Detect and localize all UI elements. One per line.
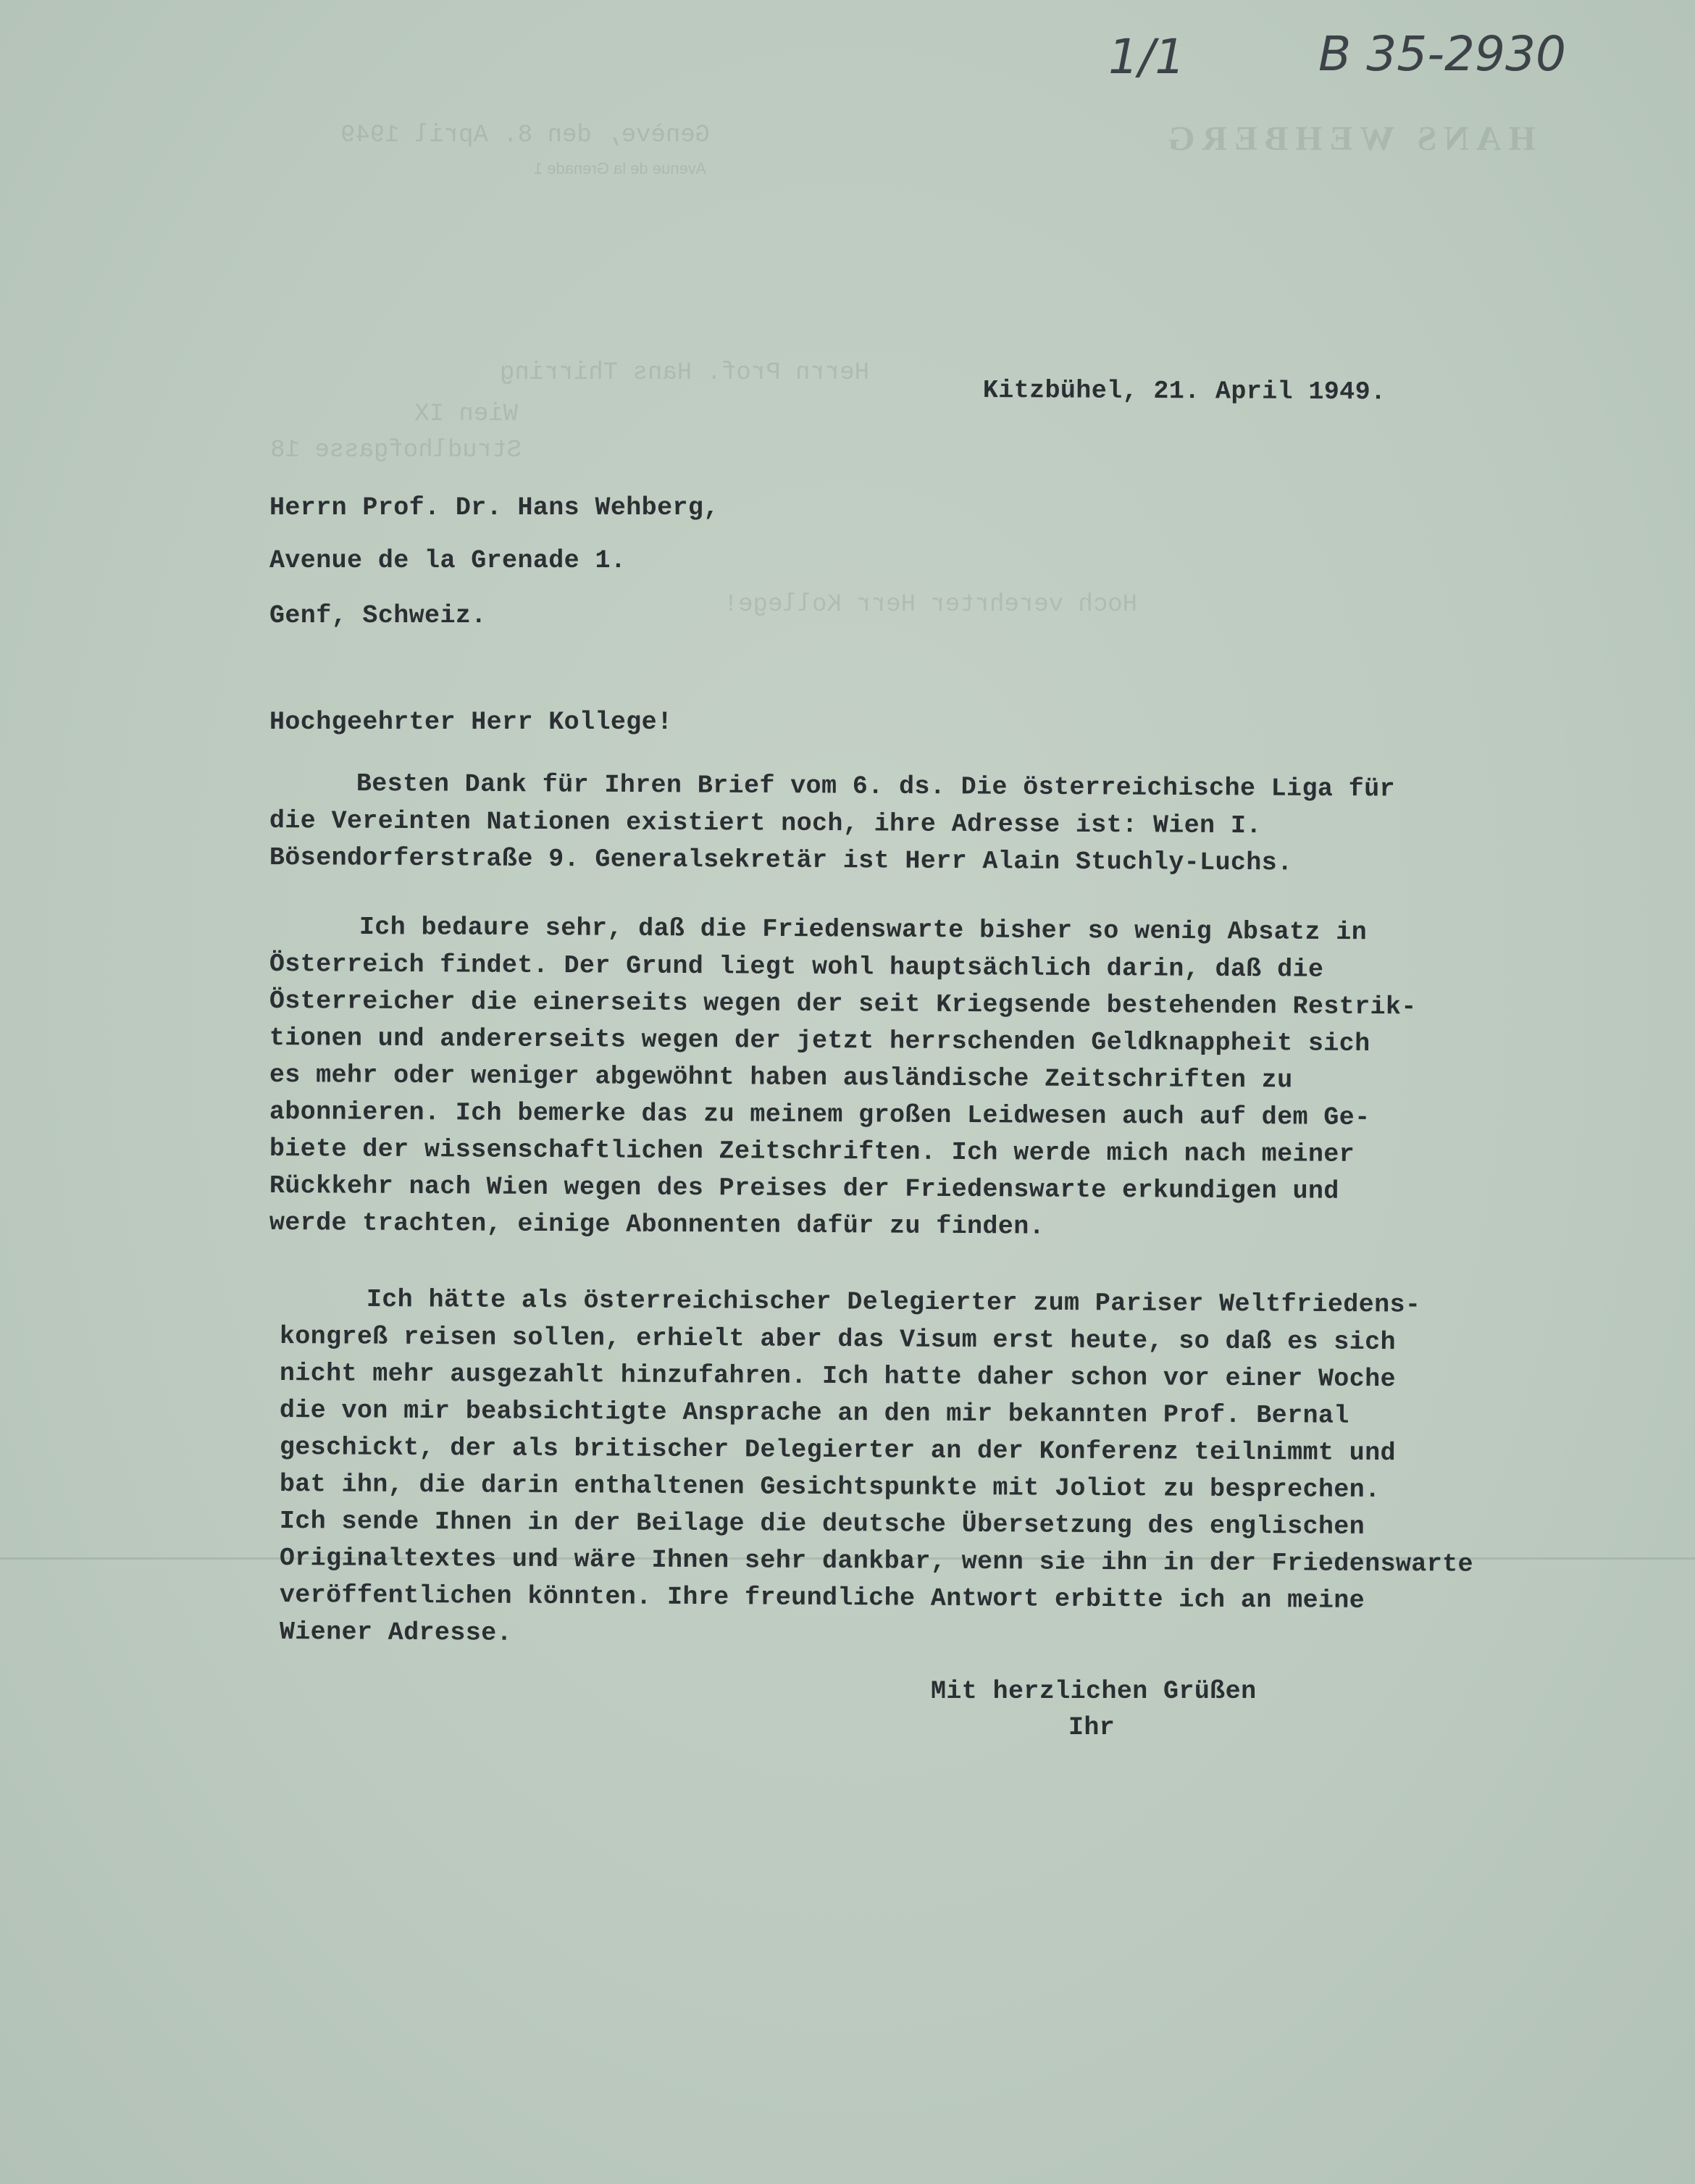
paragraph-3-line-6: bat ihn, die darin enthaltenen Gesichtspunkte mit Joliot zu besprechen. [279, 1470, 1381, 1505]
paragraph-1-line-3: Bösendorferstraße 9. Generalsekretär ist Herr Alain Stuchly-Luchs. [269, 843, 1293, 878]
paragraph-3-line-9: veröffentlichen könnten. Ihre freundliche Antwort erbitte ich an meine [279, 1581, 1365, 1615]
paragraph-2-line-5: es mehr oder weniger abgewöhnt haben ausländische Zeitschriften zu [269, 1060, 1309, 1095]
paragraph-3-line-4: die von mir beabsichtigte Ansprache an den mir bekannten Prof. Bernal [279, 1396, 1349, 1431]
recipient-street: Avenue de la Grenade 1. [269, 546, 627, 575]
paragraph-2-line-3: Österreicher die einerseits wegen der seit Kriegsende bestehenden Restrik- [269, 987, 1417, 1022]
paragraph-3-line-10: Wiener Adresse. [279, 1618, 513, 1648]
paragraph-3-line-3: nicht mehr ausgezahlt hinzufahren. Ich hatte daher schon vor einer Woche [279, 1359, 1397, 1394]
paragraph-2-line-9: werde trachten, einige Abonnenten dafür zu finden. [269, 1208, 1045, 1242]
salutation: Hochgeehrter Herr Kollege! [269, 708, 673, 737]
archive-mark-signature: B 35-2930 [1318, 26, 1567, 82]
bleed-through-letterhead: HANS WEHBERG [1160, 120, 1536, 158]
paragraph-1-line-1: Besten Dank für Ihren Brief vom 6. ds. Die österreichische Liga für [356, 769, 1396, 804]
bleed-through-salutation: Hoch verehrter Herr Kollege! [723, 591, 1137, 619]
bleed-through-street: Avenue de la Grenade 1 [533, 159, 706, 177]
date-line: Kitzbühel, 21. April 1949. [982, 376, 1386, 407]
paragraph-1-line-2: die Vereinten Nationen existiert noch, ihre Adresse ist: Wien I. [269, 806, 1262, 841]
paragraph-2-line-2: Österreich findet. Der Grund liegt wohl hauptsächlich darin, daß die [269, 950, 1324, 984]
paragraph-2-line-4: tionen und andererseits wegen der jetzt herrschenden Geldknappheit sich [269, 1024, 1370, 1058]
closing-ihr: Ihr [1068, 1713, 1116, 1742]
bleed-through-place-date: Genève, den 8. April 1949 [340, 122, 710, 149]
paragraph-3-line-7: Ich sende Ihnen in der Beilage die deutsche Übersetzung des englischen [279, 1507, 1365, 1541]
archive-mark-folio: 1/1 [1108, 29, 1186, 85]
paragraph-3-line-5: geschickt, der als britischer Delegierter an der Konferenz teilnimmt und [279, 1433, 1397, 1468]
paragraph-3-line-1: Ich hätte als österreichischer Delegierter zum Pariser Weltfriedens- [366, 1285, 1421, 1320]
bleed-through-city: Wien IX [414, 401, 518, 428]
closing-greeting: Mit herzlichen Grüßen [931, 1677, 1257, 1706]
paragraph-3-line-2: kongreß reisen sollen, erhielt aber das Visum erst heute, so daß es sich [279, 1322, 1397, 1357]
recipient-city: Genf, Schweiz. [269, 601, 487, 630]
paragraph-2-line-8: Rückkehr nach Wien wegen des Preises der Friedenswarte erkundigen und [269, 1171, 1339, 1206]
recipient-name: Herrn Prof. Dr. Hans Wehberg, [269, 493, 719, 522]
paragraph-2-line-6: abonnieren. Ich bemerke das zu meinem großen Leidwesen auch auf dem Ge- [269, 1097, 1370, 1132]
bleed-through-recipient: Herrn Prof. Hans Thirring [499, 359, 869, 387]
paragraph-2-line-7: biete der wissenschaftlichen Zeitschriften. Ich werde mich nach meiner [269, 1134, 1355, 1169]
paragraph-3-line-8: Originaltextes und wäre Ihnen sehr dankbar, wenn sie ihn in der Friedenswarte [279, 1544, 1474, 1579]
paragraph-2-line-1: Ich bedaure sehr, daß die Friedenswarte bisher so wenig Absatz in [359, 913, 1368, 947]
bleed-through-street-2: Strudlhofgasse 18 [270, 437, 522, 464]
